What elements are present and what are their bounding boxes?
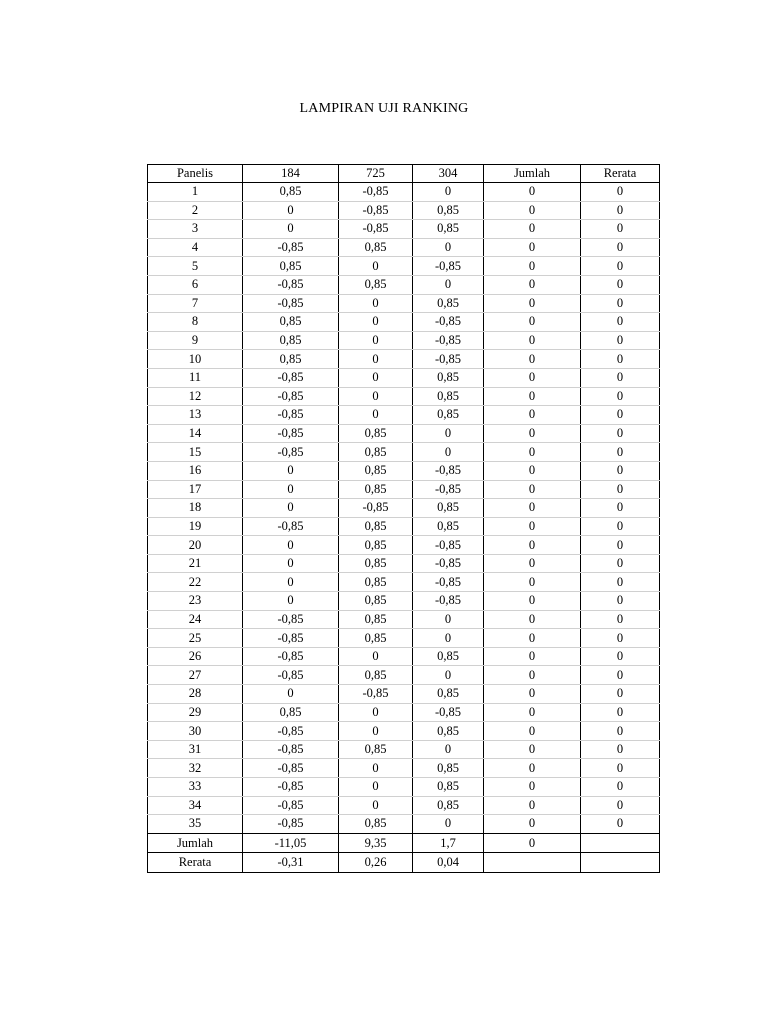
cell-panelis: 16 [148, 461, 243, 480]
cell-panelis: 35 [148, 815, 243, 834]
cell-panelis: 20 [148, 536, 243, 555]
cell-304: 0,85 [413, 759, 484, 778]
cell-184: 0 [243, 573, 339, 592]
cell-725: 0,85 [339, 536, 413, 555]
cell-panelis: 29 [148, 703, 243, 722]
cell-rerata: 0 [581, 703, 660, 722]
table-row [148, 275, 660, 294]
table-footer [148, 833, 660, 872]
cell-panelis: 27 [148, 666, 243, 685]
table-row [148, 499, 660, 518]
cell-184: 0 [243, 554, 339, 573]
cell-rerata: 0 [581, 740, 660, 759]
cell-rerata: 0 [581, 647, 660, 666]
cell-panelis: 24 [148, 610, 243, 629]
table-row [148, 573, 660, 592]
cell-304: 0,85 [413, 647, 484, 666]
cell-jumlah: 0 [484, 257, 581, 276]
cell-725: 0,85 [339, 573, 413, 592]
cell-184: -0,85 [243, 517, 339, 536]
table-row [148, 536, 660, 555]
cell-rerata: 0 [581, 685, 660, 704]
cell-jumlah: 0 [484, 406, 581, 425]
cell-jumlah: 0 [484, 554, 581, 573]
cell-jumlah: 0 [484, 368, 581, 387]
summary-184: -11,05 [243, 833, 339, 853]
cell-304: 0,85 [413, 796, 484, 815]
cell-panelis: 33 [148, 778, 243, 797]
cell-725: 0,85 [339, 443, 413, 462]
cell-184: 0 [243, 461, 339, 480]
cell-rerata: 0 [581, 257, 660, 276]
cell-jumlah: 0 [484, 647, 581, 666]
cell-panelis: 15 [148, 443, 243, 462]
cell-jumlah: 0 [484, 685, 581, 704]
cell-rerata: 0 [581, 629, 660, 648]
cell-184: 0,85 [243, 183, 339, 202]
table-row [148, 424, 660, 443]
cell-184: -0,85 [243, 647, 339, 666]
summary-rerata [581, 833, 660, 853]
table-row [148, 796, 660, 815]
table-row [148, 722, 660, 741]
cell-panelis: 28 [148, 685, 243, 704]
cell-725: 0,85 [339, 592, 413, 611]
cell-725: -0,85 [339, 183, 413, 202]
cell-184: -0,85 [243, 740, 339, 759]
cell-304: -0,85 [413, 573, 484, 592]
cell-rerata: 0 [581, 592, 660, 611]
cell-304: 0 [413, 238, 484, 257]
cell-184: -0,85 [243, 796, 339, 815]
cell-jumlah: 0 [484, 387, 581, 406]
cell-184: -0,85 [243, 424, 339, 443]
cell-jumlah: 0 [484, 499, 581, 518]
cell-725: 0 [339, 406, 413, 425]
table-row [148, 220, 660, 239]
cell-panelis: 12 [148, 387, 243, 406]
cell-184: -0,85 [243, 759, 339, 778]
table-row [148, 666, 660, 685]
cell-304: -0,85 [413, 461, 484, 480]
table-row [148, 592, 660, 611]
cell-184: -0,85 [243, 387, 339, 406]
cell-rerata: 0 [581, 666, 660, 685]
cell-725: -0,85 [339, 685, 413, 704]
cell-304: 0,85 [413, 685, 484, 704]
table-body [148, 183, 660, 834]
cell-725: 0 [339, 647, 413, 666]
cell-panelis: 7 [148, 294, 243, 313]
cell-rerata: 0 [581, 480, 660, 499]
cell-304: -0,85 [413, 536, 484, 555]
summary-184: -0,31 [243, 853, 339, 873]
header-panelis: Panelis [148, 165, 243, 183]
table-row [148, 406, 660, 425]
cell-725: 0 [339, 313, 413, 332]
cell-184: -0,85 [243, 238, 339, 257]
cell-rerata: 0 [581, 350, 660, 369]
table-row [148, 629, 660, 648]
cell-304: -0,85 [413, 313, 484, 332]
cell-panelis: 26 [148, 647, 243, 666]
cell-jumlah: 0 [484, 536, 581, 555]
cell-304: 0 [413, 424, 484, 443]
cell-rerata: 0 [581, 778, 660, 797]
table-row [148, 201, 660, 220]
cell-rerata: 0 [581, 368, 660, 387]
table-row [148, 313, 660, 332]
cell-panelis: 9 [148, 331, 243, 350]
cell-725: 0,85 [339, 740, 413, 759]
header-sample-725: 725 [339, 165, 413, 183]
cell-184: -0,85 [243, 629, 339, 648]
cell-725: -0,85 [339, 220, 413, 239]
cell-rerata: 0 [581, 275, 660, 294]
cell-304: 0,85 [413, 722, 484, 741]
summary-label: Jumlah [148, 833, 243, 853]
cell-jumlah: 0 [484, 183, 581, 202]
cell-184: 0 [243, 201, 339, 220]
cell-725: 0 [339, 350, 413, 369]
table-row [148, 443, 660, 462]
cell-184: 0,85 [243, 313, 339, 332]
cell-304: -0,85 [413, 703, 484, 722]
summary-725: 0,26 [339, 853, 413, 873]
cell-rerata: 0 [581, 331, 660, 350]
cell-panelis: 1 [148, 183, 243, 202]
cell-jumlah: 0 [484, 815, 581, 834]
cell-jumlah: 0 [484, 740, 581, 759]
cell-rerata: 0 [581, 554, 660, 573]
cell-panelis: 23 [148, 592, 243, 611]
cell-rerata: 0 [581, 183, 660, 202]
cell-jumlah: 0 [484, 666, 581, 685]
cell-panelis: 25 [148, 629, 243, 648]
cell-725: 0 [339, 294, 413, 313]
cell-rerata: 0 [581, 536, 660, 555]
summary-row-jumlah [148, 833, 660, 853]
cell-panelis: 22 [148, 573, 243, 592]
cell-jumlah: 0 [484, 610, 581, 629]
cell-panelis: 5 [148, 257, 243, 276]
cell-725: 0 [339, 368, 413, 387]
table-row [148, 257, 660, 276]
cell-rerata: 0 [581, 294, 660, 313]
cell-rerata: 0 [581, 722, 660, 741]
cell-rerata: 0 [581, 796, 660, 815]
table-row [148, 294, 660, 313]
cell-jumlah: 0 [484, 461, 581, 480]
cell-725: 0 [339, 778, 413, 797]
cell-304: -0,85 [413, 257, 484, 276]
cell-304: 0 [413, 666, 484, 685]
cell-184: 0 [243, 685, 339, 704]
cell-jumlah: 0 [484, 759, 581, 778]
cell-725: 0,85 [339, 554, 413, 573]
cell-jumlah: 0 [484, 722, 581, 741]
cell-panelis: 10 [148, 350, 243, 369]
cell-rerata: 0 [581, 220, 660, 239]
cell-725: 0 [339, 796, 413, 815]
cell-panelis: 32 [148, 759, 243, 778]
cell-rerata: 0 [581, 313, 660, 332]
cell-304: -0,85 [413, 350, 484, 369]
cell-304: 0 [413, 275, 484, 294]
cell-184: 0,85 [243, 257, 339, 276]
cell-184: 0 [243, 480, 339, 499]
cell-184: 0 [243, 220, 339, 239]
cell-rerata: 0 [581, 443, 660, 462]
cell-304: 0,85 [413, 499, 484, 518]
cell-725: 0,85 [339, 629, 413, 648]
cell-panelis: 4 [148, 238, 243, 257]
cell-rerata: 0 [581, 201, 660, 220]
table-row [148, 759, 660, 778]
cell-panelis: 2 [148, 201, 243, 220]
cell-panelis: 13 [148, 406, 243, 425]
table-row [148, 815, 660, 834]
summary-row-rerata [148, 853, 660, 873]
cell-304: 0,85 [413, 778, 484, 797]
cell-rerata: 0 [581, 610, 660, 629]
cell-184: 0 [243, 499, 339, 518]
cell-panelis: 34 [148, 796, 243, 815]
cell-jumlah: 0 [484, 443, 581, 462]
cell-725: 0,85 [339, 424, 413, 443]
cell-jumlah: 0 [484, 703, 581, 722]
table-row [148, 461, 660, 480]
cell-jumlah: 0 [484, 573, 581, 592]
cell-jumlah: 0 [484, 201, 581, 220]
cell-304: 0,85 [413, 517, 484, 536]
cell-304: -0,85 [413, 480, 484, 499]
table-row [148, 517, 660, 536]
cell-725: 0,85 [339, 275, 413, 294]
cell-184: -0,85 [243, 406, 339, 425]
cell-panelis: 21 [148, 554, 243, 573]
cell-725: 0 [339, 722, 413, 741]
cell-184: -0,85 [243, 666, 339, 685]
cell-panelis: 14 [148, 424, 243, 443]
cell-725: -0,85 [339, 499, 413, 518]
header-jumlah: Jumlah [484, 165, 581, 183]
cell-jumlah: 0 [484, 220, 581, 239]
cell-jumlah: 0 [484, 424, 581, 443]
summary-label: Rerata [148, 853, 243, 873]
cell-304: -0,85 [413, 331, 484, 350]
cell-184: 0,85 [243, 350, 339, 369]
cell-rerata: 0 [581, 424, 660, 443]
cell-184: -0,85 [243, 368, 339, 387]
summary-304: 1,7 [413, 833, 484, 853]
cell-rerata: 0 [581, 387, 660, 406]
cell-184: -0,85 [243, 815, 339, 834]
cell-304: 0 [413, 183, 484, 202]
cell-rerata: 0 [581, 517, 660, 536]
cell-jumlah: 0 [484, 238, 581, 257]
cell-725: 0,85 [339, 610, 413, 629]
cell-jumlah: 0 [484, 592, 581, 611]
cell-jumlah: 0 [484, 796, 581, 815]
cell-panelis: 31 [148, 740, 243, 759]
summary-jumlah [484, 853, 581, 873]
cell-184: 0,85 [243, 331, 339, 350]
cell-jumlah: 0 [484, 331, 581, 350]
cell-184: -0,85 [243, 443, 339, 462]
cell-304: 0 [413, 443, 484, 462]
summary-725: 9,35 [339, 833, 413, 853]
cell-184: -0,85 [243, 778, 339, 797]
header-sample-184: 184 [243, 165, 339, 183]
cell-725: 0,85 [339, 480, 413, 499]
cell-725: 0 [339, 331, 413, 350]
cell-304: 0 [413, 815, 484, 834]
cell-jumlah: 0 [484, 275, 581, 294]
table-row [148, 183, 660, 202]
cell-rerata: 0 [581, 759, 660, 778]
cell-304: 0,85 [413, 201, 484, 220]
cell-jumlah: 0 [484, 350, 581, 369]
cell-jumlah: 0 [484, 313, 581, 332]
cell-304: 0 [413, 629, 484, 648]
cell-panelis: 19 [148, 517, 243, 536]
ranking-table [147, 164, 660, 873]
cell-jumlah: 0 [484, 778, 581, 797]
cell-725: 0,85 [339, 666, 413, 685]
header-sample-304: 304 [413, 165, 484, 183]
cell-725: 0,85 [339, 238, 413, 257]
cell-725: 0,85 [339, 815, 413, 834]
table-row [148, 368, 660, 387]
cell-725: -0,85 [339, 201, 413, 220]
cell-184: 0,85 [243, 703, 339, 722]
cell-rerata: 0 [581, 573, 660, 592]
summary-jumlah: 0 [484, 833, 581, 853]
cell-304: 0,85 [413, 368, 484, 387]
document-title: LAMPIRAN UJI RANKING [299, 101, 469, 116]
table-row [148, 685, 660, 704]
cell-304: 0,85 [413, 406, 484, 425]
cell-725: 0 [339, 759, 413, 778]
table-row [148, 331, 660, 350]
cell-184: -0,85 [243, 610, 339, 629]
cell-panelis: 18 [148, 499, 243, 518]
table-row [148, 610, 660, 629]
summary-304: 0,04 [413, 853, 484, 873]
summary-rerata [581, 853, 660, 873]
cell-panelis: 11 [148, 368, 243, 387]
cell-725: 0 [339, 703, 413, 722]
cell-725: 0,85 [339, 461, 413, 480]
cell-panelis: 17 [148, 480, 243, 499]
cell-rerata: 0 [581, 461, 660, 480]
table-row [148, 480, 660, 499]
cell-jumlah: 0 [484, 517, 581, 536]
cell-184: 0 [243, 536, 339, 555]
cell-725: 0 [339, 387, 413, 406]
table-row [148, 238, 660, 257]
cell-304: 0,85 [413, 294, 484, 313]
header-rerata: Rerata [581, 165, 660, 183]
cell-184: -0,85 [243, 294, 339, 313]
cell-panelis: 3 [148, 220, 243, 239]
cell-725: 0,85 [339, 517, 413, 536]
cell-184: 0 [243, 592, 339, 611]
cell-184: -0,85 [243, 722, 339, 741]
cell-jumlah: 0 [484, 629, 581, 648]
table-header-row [148, 165, 660, 183]
table-row [148, 647, 660, 666]
cell-304: -0,85 [413, 554, 484, 573]
cell-184: -0,85 [243, 275, 339, 294]
cell-panelis: 30 [148, 722, 243, 741]
cell-304: -0,85 [413, 592, 484, 611]
cell-panelis: 8 [148, 313, 243, 332]
cell-jumlah: 0 [484, 294, 581, 313]
cell-725: 0 [339, 257, 413, 276]
cell-panelis: 6 [148, 275, 243, 294]
table-row [148, 703, 660, 722]
table-row [148, 778, 660, 797]
cell-304: 0 [413, 610, 484, 629]
cell-304: 0,85 [413, 220, 484, 239]
table-row [148, 740, 660, 759]
table-row [148, 350, 660, 369]
cell-rerata: 0 [581, 238, 660, 257]
table-row [148, 387, 660, 406]
cell-jumlah: 0 [484, 480, 581, 499]
cell-304: 0,85 [413, 387, 484, 406]
cell-304: 0 [413, 740, 484, 759]
cell-rerata: 0 [581, 815, 660, 834]
table-row [148, 554, 660, 573]
cell-rerata: 0 [581, 499, 660, 518]
cell-rerata: 0 [581, 406, 660, 425]
